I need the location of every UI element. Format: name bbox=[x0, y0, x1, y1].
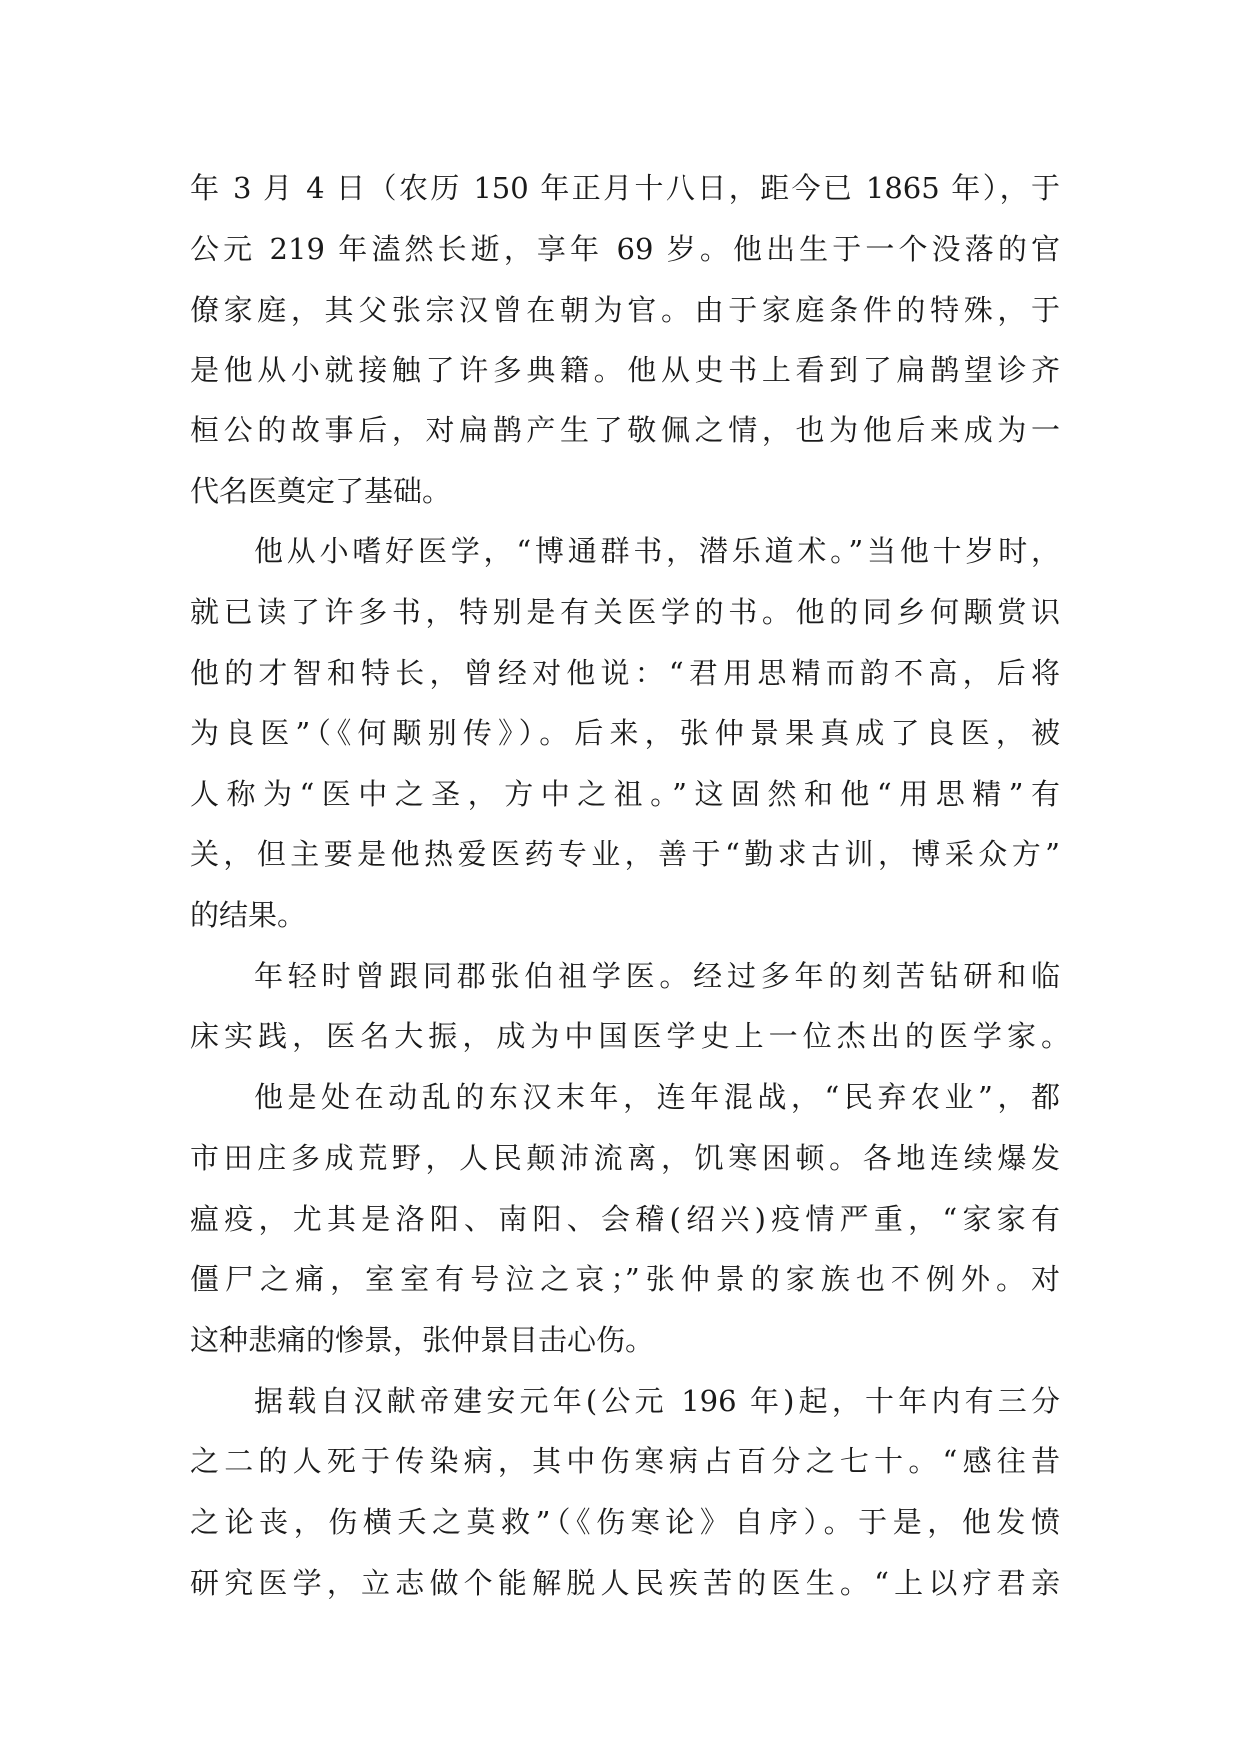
text-line: 床实践，医名大振，成为中国医学史上一位杰出的医学家。 bbox=[190, 1019, 1070, 1053]
paragraph-first-line: 据载自汉献帝建安元年(公元 196 年)起，十年内有三分 bbox=[254, 1384, 1060, 1418]
text-line: 之二的人死于传染病，其中伤寒病占百分之七十。“感往昔 bbox=[190, 1444, 1060, 1478]
text-line: 他的才智和特长，曾经对他说：“君用思精而韵不高，后将 bbox=[190, 656, 1060, 690]
text-line: 僵尸之痛，室室有号泣之哀；”张仲景的家族也不例外。对 bbox=[190, 1262, 1060, 1296]
text-line: 代名医奠定了基础。 bbox=[190, 474, 452, 508]
text-line: 为良医”（《何颙别传》）。后来，张仲景果真成了良医，被 bbox=[190, 716, 1060, 750]
text-line: 就已读了许多书，特别是有关医学的书。他的同乡何颙赏识 bbox=[190, 595, 1060, 629]
text-line: 之论丧，伤横夭之莫救”（《伤寒论》自序）。于是，他发愤 bbox=[190, 1505, 1060, 1539]
text-line: 僚家庭，其父张宗汉曾在朝为官。由于家庭条件的特殊，于 bbox=[190, 293, 1060, 327]
paragraph-first-line: 他从小嗜好医学，“博通群书，潜乐道术。”当他十岁时， bbox=[254, 534, 1060, 568]
text-line: 研究医学，立志做个能解脱人民疾苦的医生。“上以疗君亲 bbox=[190, 1566, 1060, 1600]
paragraph-first-line: 他是处在动乱的东汉末年，连年混战，“民弃农业”，都 bbox=[254, 1080, 1060, 1114]
text-line: 市田庄多成荒野，人民颠沛流离，饥寒困顿。各地连续爆发 bbox=[190, 1141, 1060, 1175]
text-line: 桓公的故事后，对扁鹊产生了敬佩之情，也为他后来成为一 bbox=[190, 413, 1060, 447]
text-line: 瘟疫，尤其是洛阳、南阳、会稽(绍兴)疫情严重，“家家有 bbox=[190, 1202, 1060, 1236]
text-line: 公元 219 年溘然长逝，享年 69 岁。他出生于一个没落的官 bbox=[190, 232, 1060, 266]
text-line: 的结果。 bbox=[190, 898, 307, 932]
paragraph-first-line: 年轻时曾跟同郡张伯祖学医。经过多年的刻苦钻研和临 bbox=[254, 959, 1060, 993]
text-line: 这种悲痛的惨景，张仲景目击心伤。 bbox=[190, 1323, 655, 1357]
text-line: 年 3 月 4 日（农历 150 年正月十八日，距今已 1865 年），于 bbox=[190, 171, 1060, 205]
text-line: 人称为“医中之圣，方中之祖。”这固然和他“用思精”有 bbox=[190, 777, 1060, 811]
text-line: 是他从小就接触了许多典籍。他从史书上看到了扁鹊望诊齐 bbox=[190, 353, 1060, 387]
text-line: 关，但主要是他热爱医药专业，善于“勤求古训，博采众方” bbox=[190, 837, 1060, 871]
